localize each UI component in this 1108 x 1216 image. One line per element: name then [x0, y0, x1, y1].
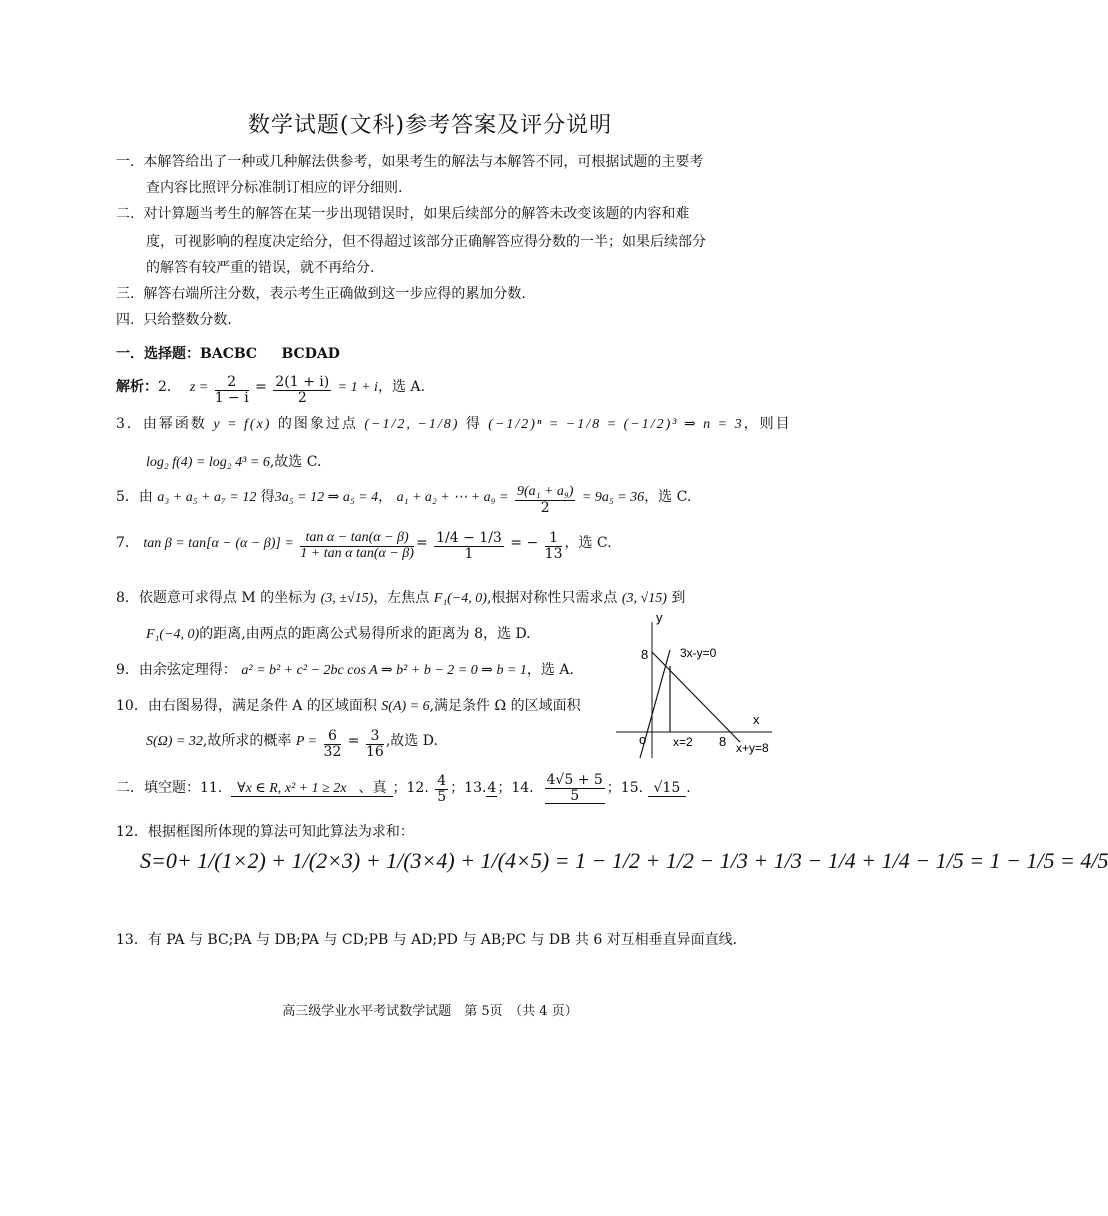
note-2-line3: 的解答有较严重的错误，就不再给分.: [146, 260, 375, 276]
note-2-line2: 度，可视影响的程度决定给分，但不得超过该部分正确解答应得分数的一半；如果后续部分: [146, 234, 706, 250]
q3-fx: y = f(x): [213, 417, 272, 432]
q2-d2: 2: [297, 390, 307, 406]
q10-d1: 32: [323, 744, 342, 760]
q7-expr1: tan β = tan[α − (α − β)] =: [143, 536, 294, 551]
q10-line1: [116, 694, 581, 719]
q7-n2: 1/4 − 1/3: [436, 530, 502, 546]
q7-solution: 7． tan β = tan[α − (α − β)] = $\frac{\text{tan α − tan(α − β)}}{\text{1 + tan α tan(α − β)}}$ = $\frac{1/4 - 1/3}{1}$ = − $\frac{1}{13}$ ，选 C.: [116, 530, 612, 562]
q7-frac-1: [300, 530, 414, 561]
q7-d3: 13: [544, 546, 563, 562]
q8-line1: [116, 586, 685, 611]
note-3: [116, 282, 526, 306]
tick-y8: 8: [641, 647, 649, 662]
q3-text-b: 的图象过点: [277, 416, 358, 432]
q10-text-a: 10．由右图易得，满足条件 A 的区域面积: [116, 698, 377, 714]
fill-answers: [116, 772, 691, 804]
fill-a11: ∀x ∈ R, x² + 1 ≥ 2x: [231, 781, 352, 797]
q8-text-a: 8．依题意可求得点 M 的坐标为: [116, 590, 317, 606]
q5-expr2: 3a₅ = 12 ⇒ a₅ = 4: [274, 490, 379, 505]
q2-tail: = 1 + i: [337, 380, 378, 395]
q5-expr4: = 9a₅ = 36: [581, 490, 645, 505]
q10-sa: S(A) = 6: [381, 699, 430, 714]
q7-num: 7．: [116, 535, 139, 551]
label-x+y: x+y=8: [736, 741, 769, 755]
q10-eq: =: [347, 733, 360, 749]
q7-n3: 1: [545, 530, 563, 547]
q10-p: P =: [295, 734, 318, 749]
q2-num: 2．: [158, 379, 181, 395]
q7-tail: = −: [510, 535, 539, 551]
q8-text-d: 到: [671, 590, 686, 606]
q5-solution: 5．由 a₃ + a₅ + a₇ = 12 得3a₅ = 12 ⇒ a₅ = 4， a₁ + a₂ + ⋯ + a₉ = $\frac{\text{9(a₁ + a₉)}}{2}$ = 9a₅ = 36，选 C.: [116, 484, 692, 516]
note-3-line1: 解答右端所注分数，表示考生正确做到这一步应得的累加分数.: [143, 286, 526, 302]
fill-l12: ；12.: [392, 780, 429, 796]
note-2-num: 二.: [116, 206, 135, 222]
q9-select: ，选 A.: [526, 662, 574, 678]
q3-line1: [116, 412, 792, 437]
note-3-num: 三.: [116, 286, 135, 302]
fill-a14: [545, 772, 605, 804]
note-4-num: 四.: [116, 312, 135, 328]
q2-n2: 2(1 + i): [275, 374, 330, 390]
q8-m: (3, ±√15): [320, 591, 374, 606]
q5-num: 5．由: [116, 489, 153, 505]
label-3x-y: 3x-y=0: [680, 646, 717, 660]
choice-answers-1: BACBC: [200, 346, 258, 362]
note-2-line1: 对计算题当考生的解答在某一步出现错误时，如果后续部分的解答未改变该题的内容和难: [143, 206, 690, 222]
q7-d: 1 + tan α tan(α − β): [300, 546, 414, 561]
q2-solution: [116, 374, 425, 406]
q8-f1: F₁(−4, 0): [433, 591, 487, 606]
q5-d: 2: [540, 500, 550, 516]
q7-frac-3: [544, 530, 563, 562]
q5-expr1: a₃ + a₅ + a₇ = 12: [157, 490, 257, 505]
q3-select: ,故选 C.: [269, 454, 322, 470]
q10-line2: [146, 728, 438, 760]
fill-end: .: [686, 780, 691, 796]
page-footer: 高三级学业水平考试数学试题 第 5页 （共 4 页）: [282, 1004, 578, 1019]
q5-de: 得: [260, 489, 275, 505]
q2-eq: =: [255, 379, 267, 395]
q12-sum: S=0+ 1/(1×2) + 1/(2×3) + 1/(3×4) + 1/(4×5) = 1 − 1/2 + 1/2 − 1/3 + 1/3 − 1/4 + 1/4 − 1/5 = 1 − 1/5 = 4/5: [140, 848, 1108, 873]
note-1-line2: 查内容比照评分标准制订相应的评分细则.: [146, 180, 403, 196]
q10-frac-2: [365, 728, 384, 760]
q13-solution: 13．有 PA 与 BC;PA 与 DB;PA 与 CD;PB 与 AD;PD 与 AB;PC 与 DB 共 6 对互相垂直异面直线.: [116, 932, 738, 948]
fill-l15: ；15.: [606, 780, 644, 796]
q10-n1: 6: [324, 728, 342, 745]
fill-n12: 4: [437, 772, 447, 789]
q5-frac: [515, 484, 576, 516]
choice-label: 一．选择题：: [116, 346, 200, 362]
note-2: [116, 202, 689, 226]
q7-d2: 1: [464, 546, 474, 562]
q2-n1: 2: [215, 374, 249, 391]
note-4: [116, 308, 232, 332]
q10-text-d: ,故选 D.: [385, 733, 438, 749]
x-label: x: [753, 712, 760, 727]
choice-answers: [116, 342, 340, 366]
q2-frac-2: [273, 374, 331, 406]
q10-n2: 3: [366, 728, 384, 745]
q8-text-e: 的距离,由两点的距离公式易得所求的距离为 8，选 D.: [199, 626, 531, 642]
q5-n: 9(a₁ + a₉): [516, 484, 574, 499]
q8-text-c: ,根据对称性只需求点: [486, 590, 618, 606]
fill-d14: 5: [570, 788, 580, 804]
fill-a13: 4: [487, 780, 497, 796]
q10-d2: 16: [365, 744, 384, 760]
q2-d1: 1 − i: [214, 390, 249, 406]
q8-line2: [146, 622, 531, 647]
q5-expr3: a₁ + a₂ + ⋯ + a₉ =: [396, 490, 509, 505]
q5-select: ，选 C.: [644, 489, 692, 505]
fill-d12: 5: [437, 788, 447, 805]
q7-n: tan α − tan(α − β): [300, 530, 414, 547]
q9-expr: a² = b² + c² − 2bc cos A ⇒ b² + b − 2 = 0 ⇒ b = 1: [241, 663, 527, 678]
q2-frac-1: [214, 374, 249, 406]
fill-b11: 、真: [353, 780, 393, 797]
q3-log: log₂ f(4) = log₂ 4³ = 6: [146, 455, 270, 470]
fill-a15: √15: [648, 780, 687, 797]
note-1-line1: 本解答给出了一种或几种解法供参考，如果考生的解法与本解答不同，可根据试题的主要考: [143, 154, 704, 170]
q3-text-c: ，则目: [743, 416, 792, 432]
line-x+y: [652, 652, 740, 742]
page-title: 数学试题(文科)参考答案及评分说明: [247, 113, 613, 138]
region-graph: [612, 610, 788, 758]
q8-point: (3, √15): [621, 591, 667, 606]
q8-f1-2: F₁(−4, 0): [146, 627, 200, 642]
q3-point: (−1/2, −1/8): [364, 417, 460, 432]
q3-text-a: 3．由幂函数: [116, 416, 207, 432]
q10-frac-1: [323, 728, 342, 760]
q3-de: 得: [465, 416, 482, 432]
fill-a12: [435, 773, 448, 804]
note-1: [116, 150, 703, 174]
q10-text-c: ,故所求的概率: [202, 733, 292, 749]
q7-frac-2: [434, 530, 504, 562]
q3-line2: [146, 450, 321, 475]
q10-text-b: ,满足条件 Ω 的区域面积: [429, 698, 581, 714]
note-1-num: 一.: [116, 154, 135, 170]
label-x2: x=2: [673, 735, 693, 749]
fill-l13: ；13.: [450, 780, 487, 796]
fill-label: 二．填空题：11.: [116, 780, 223, 796]
q7-select: ，选 C.: [564, 535, 612, 551]
q2-prefix: 解析：: [116, 379, 158, 395]
fill-l14: ；14.: [497, 780, 534, 796]
q10-so: S(Ω) = 32: [146, 734, 203, 749]
note-4-line1: 只给整数分数.: [143, 312, 232, 328]
q9-num: 9．由余弦定理得：: [116, 662, 237, 678]
choice-answers-2: BCDAD: [281, 346, 340, 362]
fill-n14: 4√5 + 5: [546, 772, 603, 788]
q8-text-b: ，左焦点: [373, 590, 430, 606]
y-label: y: [656, 610, 663, 625]
q2-select: ，选 A.: [377, 379, 425, 395]
tick-x8: 8: [719, 734, 727, 749]
origin-label: o: [639, 732, 647, 747]
q12-intro: 12．根据框图所体现的算法可知此算法为求和：: [116, 824, 414, 840]
q9-solution: [116, 658, 574, 683]
q3-eq: (−1/2)ⁿ = −1/8 = (−1/2)³ ⇒ n = 3: [488, 417, 744, 432]
q2-z: z =: [189, 380, 209, 395]
